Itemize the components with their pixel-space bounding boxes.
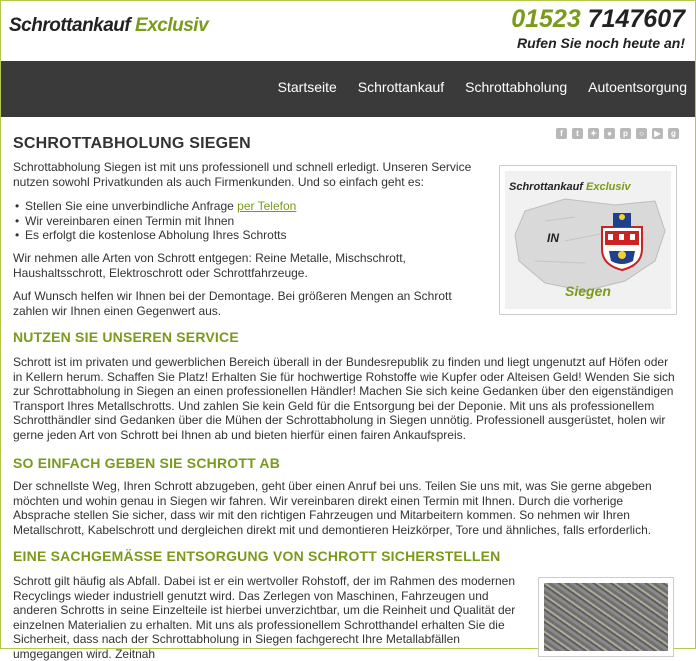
flickr-icon[interactable]: ●	[604, 128, 615, 139]
phone-link[interactable]: per Telefon	[237, 199, 297, 213]
image-logo-part2: Exclusiv	[586, 181, 631, 193]
twitter-icon[interactable]: ✦	[588, 128, 599, 139]
social-icons	[551, 128, 679, 139]
image-logo-part1: Schrottankauf	[509, 181, 587, 193]
google-plus-icon[interactable]: g	[668, 128, 679, 139]
nav-item-autoentsorgung[interactable]: Autoentsorgung	[588, 79, 687, 95]
youtube-icon[interactable]: ▶	[652, 128, 663, 139]
intro-paragraph: Schrottabholung Siegen ist mit uns professionell und schnell erledigt. Unseren Service nutzen sowohl Privatkunden als auch Firmenkunden. Und so einfach geht es:	[13, 160, 472, 189]
logo-text-part1: Schrottankauf	[9, 15, 136, 36]
image-city-label: Siegen	[565, 283, 611, 299]
siegen-map-image	[499, 165, 677, 315]
list-item: • Wir vereinbaren einen Termin mit Ihnen	[25, 214, 475, 229]
scrap-metal-photo	[544, 583, 668, 651]
siegen-map-canvas	[505, 171, 671, 309]
image-logo-text	[509, 181, 631, 193]
nav-item-startseite[interactable]: Startseite	[277, 79, 337, 95]
logo-text-part2: Exclusiv	[135, 15, 209, 36]
phone-callout: Rufen Sie noch heute an!	[516, 35, 685, 51]
nav-item-schrottankauf[interactable]: Schrottankauf	[357, 79, 445, 95]
phone-suffix: 7147607	[587, 5, 685, 33]
page-title: SCHROTTABHOLUNG SIEGEN	[13, 135, 251, 152]
phone-block	[511, 5, 685, 51]
service-paragraph: Schrott ist im privaten und gewerblichen Bereich überall in der Bundesrepublik zu finden und liegt ungenutzt auf Höfen oder in Kellern herum. Schaffen Sie Platz! Erhalten Sie für hochwertige Rohstoffe wie Kupfer oder Alteisen Geld! Wenden Sie sich zur Schrottabholung in Siegen an einen professionellen Händler! Machen Sie sich keine Gedanken über den eigenständigen Transport Ihres Metallschrotts. Und zahlen Sie kein Geld für die Entsorgung bei der Deponie. Mit uns als professionellem Schrotthändler sind Gedanken über die Mühen der Schrottabholung in Siegen unnötig. Professionell ausgerüstet, holen wir gerne jeden Art von Schrott bei Ihnen ab und bieten hierfür einen fairen Ankaufspreis.	[13, 355, 675, 442]
list-item: • Es erfolgt die kostenlose Abholung Ihres Schrotts	[25, 228, 475, 243]
list-item-text: Stellen Sie eine unverbindliche Anfrage	[25, 199, 238, 213]
tumblr-icon[interactable]: t	[572, 128, 583, 139]
disposal-paragraph: Schrott gilt häufig als Abfall. Dabei ist er ein wertvoller Rohstoff, der im Rahmen des modernen Recyclings wieder industriell genutzt wird. Das Zerlegen von Maschinen, Fahrzeugen und anderen Schrotts in seine Einzelteile ist hierbei unverzichtbar, um die Reinheit und Qualität der einzelnen Materialien zu erhalten. Mit uns als professionellem Schrotthandel erhalten Sie die Sicherheit, dass nach der Schrottabholung in Siegen fachgerecht Ihre Metallabfällen umgegangen wird. Zeitnah	[13, 574, 516, 661]
pinterest-icon[interactable]: p	[620, 128, 631, 139]
main-content	[13, 125, 685, 661]
main-nav	[1, 61, 695, 117]
facebook-icon[interactable]: f	[556, 128, 567, 139]
site-header	[1, 1, 695, 61]
site-logo[interactable]	[9, 15, 208, 37]
easy-paragraph: Der schnellste Weg, Ihren Schrott abzugeben, geht über einen Anruf bei uns. Teilen Sie uns mit, was Sie gerne abgeben möchten und wohin genau in Siegen wir fahren. Wir vereinbaren direkt einen Termin mit Ihnen. Durch die vorherige Absprache stellen Sie sicher, dass wir mit den richtigen Fahrzeugen und Mitarbeitern kommen. So nehmen wir Ihren Metallschrott, Kabelschrott und dergleichen direkt mit und demontieren Heizkörper, Tore und ähnliches, falls erforderlich.	[13, 479, 652, 537]
section-heading-service: NUTZEN SIE UNSEREN SERVICE	[13, 329, 239, 345]
steps-list	[25, 199, 475, 243]
phone-prefix: 01523	[511, 5, 588, 33]
nav-item-schrottabholung[interactable]: Schrottabholung	[465, 79, 568, 95]
scrap-metal-image	[538, 577, 674, 657]
scrap-types-paragraph: Wir nehmen alle Arten von Schrott entgegen: Reine Metalle, Mischschrott, Haushaltsschrott, Elektroschrott oder Schrottfahrzeuge.	[13, 251, 406, 280]
section-heading-disposal: EINE SACHGEMÄSSE ENTSORGUNG VON SCHROTT SICHERSTELLEN	[13, 548, 501, 564]
dribbble-icon[interactable]: ○	[636, 128, 647, 139]
dismantling-paragraph: Auf Wunsch helfen wir Ihnen bei der Demontage. Bei größeren Mengen an Schrott zahlen wir Ihnen einen Gegenwert aus.	[13, 289, 452, 318]
section-heading-easy: SO EINFACH GEBEN SIE SCHROTT AB	[13, 455, 281, 471]
image-in-label: IN	[547, 231, 559, 245]
siegen-coat-of-arms-icon	[599, 209, 645, 271]
list-item	[25, 199, 475, 214]
phone-number[interactable]	[511, 5, 685, 33]
